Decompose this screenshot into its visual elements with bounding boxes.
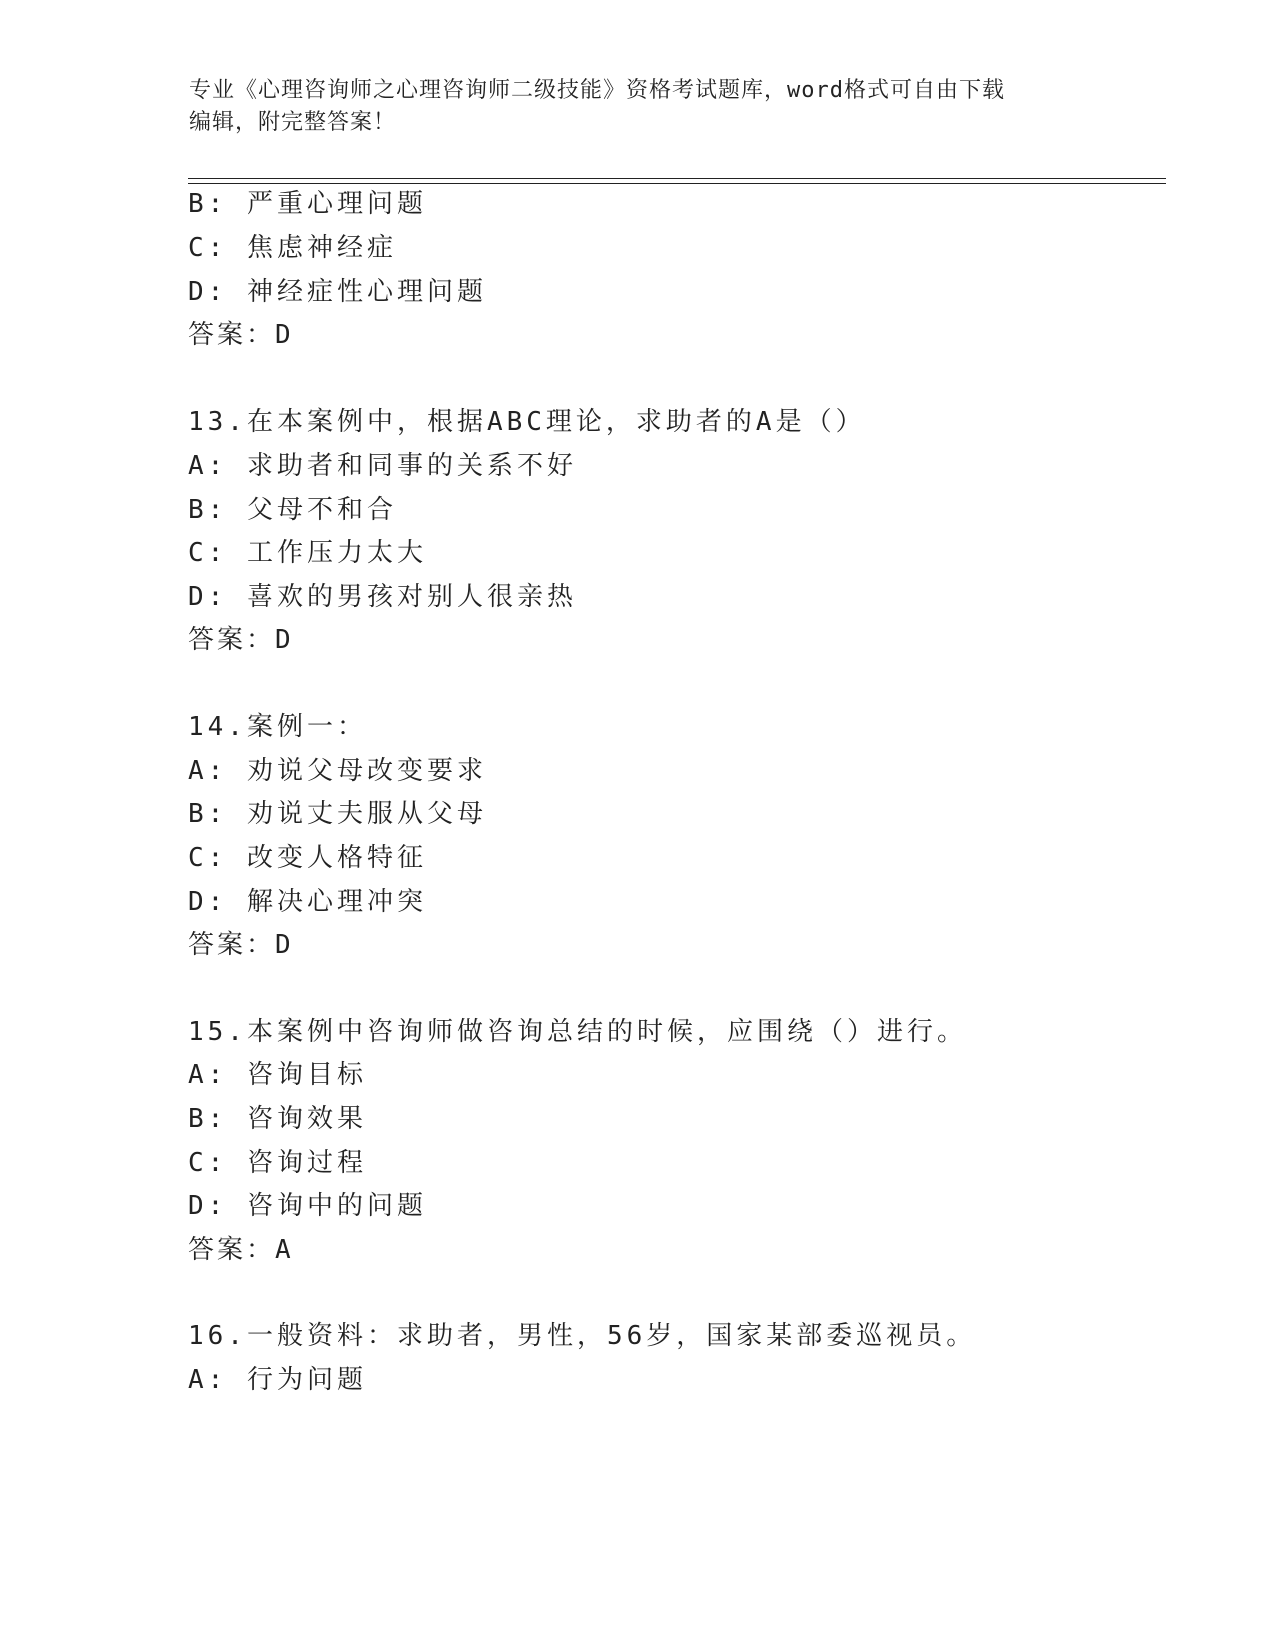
q15-option-a: A: 咨询目标 — [188, 1060, 367, 1090]
answer-label: 答案： — [188, 930, 276, 960]
q13-option-a: A: 求助者和同事的关系不好 — [188, 451, 577, 481]
q14-option-c: C: 改变人格特征 — [188, 843, 427, 873]
q14-answer — [188, 929, 293, 961]
q13-option-b: B: 父母不和合 — [188, 495, 397, 525]
q15-option-d: D: 咨询中的问题 — [188, 1191, 427, 1221]
answer-label: 答案： — [188, 1235, 276, 1265]
q15-option-b: B: 咨询效果 — [188, 1104, 367, 1134]
q16-option-a: A: 行为问题 — [188, 1365, 367, 1395]
q14-option-b: B: 劝说丈夫服从父母 — [188, 799, 487, 829]
question-15: 15.本案例中咨询师做咨询总结的时候，应围绕（）进行。 — [188, 1017, 967, 1047]
question-13: 13.在本案例中，根据ABC理论，求助者的A是（） — [188, 407, 866, 437]
prev-option-c: C: 焦虑神经症 — [188, 233, 397, 263]
header-line-2: 编辑，附完整答案！ — [189, 110, 397, 135]
q13-option-c: C: 工作压力太大 — [188, 538, 427, 568]
question-14: 14.案例一： — [188, 712, 367, 742]
prev-option-d: D: 神经症性心理问题 — [188, 277, 487, 307]
header-line-1: 专业《心理咨询师之心理咨询师二级技能》资格考试题库，word格式可自由下载 — [189, 78, 1005, 103]
q15-option-c: C: 咨询过程 — [188, 1148, 367, 1178]
q13-answer — [188, 624, 293, 656]
answer-value: D — [275, 320, 293, 350]
answer-label: 答案： — [188, 625, 276, 655]
q14-option-a: A: 劝说父母改变要求 — [188, 756, 487, 786]
document-header — [189, 75, 1079, 139]
prev-answer — [188, 319, 293, 351]
q15-answer — [188, 1234, 293, 1266]
q13-option-d: D: 喜欢的男孩对别人很亲热 — [188, 582, 577, 612]
header-divider-bottom — [188, 183, 1166, 184]
q14-option-d: D: 解决心理冲突 — [188, 887, 427, 917]
answer-label: 答案： — [188, 320, 276, 350]
prev-option-b: B: 严重心理问题 — [188, 189, 427, 219]
header-divider-top — [188, 178, 1166, 179]
answer-value: D — [275, 930, 293, 960]
answer-value: A — [275, 1235, 293, 1265]
answer-value: D — [275, 625, 293, 655]
question-16: 16.一般资料：求助者，男性，56岁，国家某部委巡视员。 — [188, 1321, 977, 1351]
